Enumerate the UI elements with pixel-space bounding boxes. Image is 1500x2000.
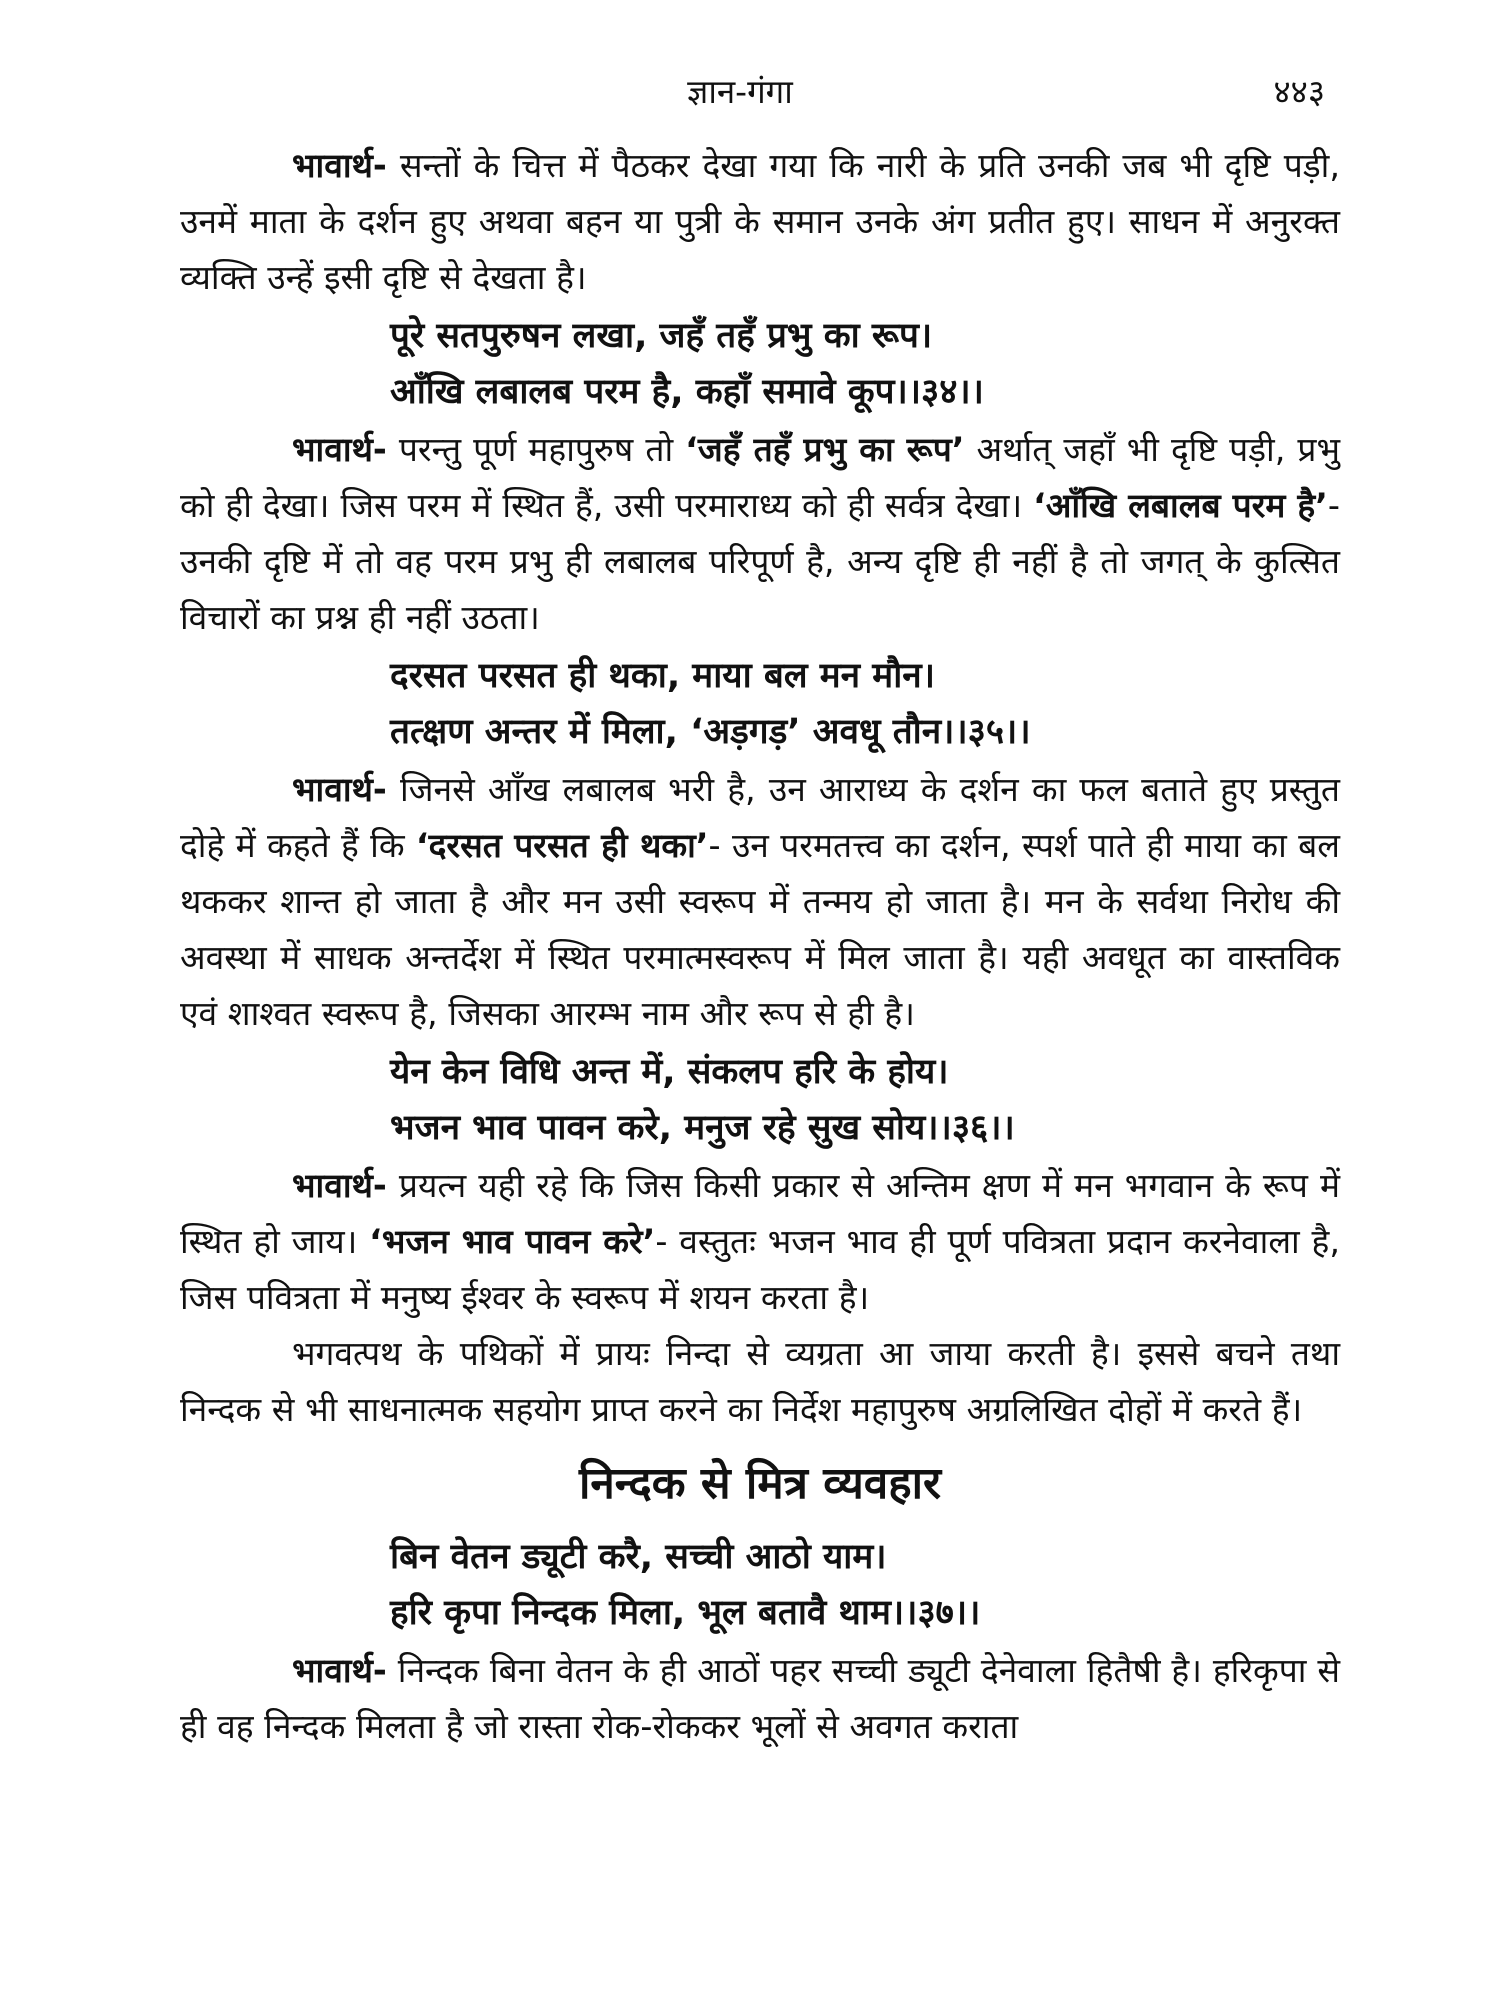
paragraph-text: - उनकी दृष्टि में तो वह परम प्रभु ही लबालब परिपूर्ण है, अन्य दृष्टि ही नहीं है तो जगत् के कुत्सित विचारों का प्रश्न ही नहीं उठता। — [180, 486, 1340, 637]
commentary-paragraph-1 — [180, 138, 1340, 306]
doha-line: आँखि लबालब परम है, कहाँ समावे कूप।।३४।। — [390, 372, 984, 412]
doha-36 — [180, 1045, 1340, 1155]
page-header — [0, 68, 1500, 118]
paragraph-text: अर्थात् जहाँ भी दृष्टि पड़ी, प्रभु को ही देखा। जिस परम में स्थित हैं, उसी परमाराध्य को ही सर्वत्र देखा। — [180, 430, 1341, 525]
running-title: ज्ञान-गंगा — [687, 72, 793, 111]
doha-line: पूरे सतपुरुषन लखा, जहँ तहँ प्रभु का रूप। — [390, 316, 933, 356]
doha-line: भजन भाव पावन करे, मनुज रहे सुख सोय।।३६।। — [390, 1108, 1015, 1148]
page-number: ४४३ — [1273, 72, 1325, 111]
section-heading: निन्दक से मित्र व्यवहार — [578, 1458, 942, 1509]
quoted-phrase: ‘दरसत परसत ही थका’ — [415, 826, 709, 865]
paragraph-text: जिनसे आँख लबालब भरी है, उन आराध्य के दर्शन का फल बताते हुए प्रस्तुत दोहे में कहते हैं कि — [180, 770, 1340, 865]
doha-34 — [180, 309, 1340, 419]
paragraph-text: - वस्तुतः भजन भाव ही पूर्ण पवित्रता प्रदान करनेवाला है, जिस पवित्रता में मनुष्य ईश्वर के स्वरूप में शयन करता है। — [180, 1222, 1340, 1317]
doha-37 — [180, 1530, 1340, 1640]
doha-line: बिन वेतन ड्यूटी करै, सच्ची आठो याम। — [390, 1537, 887, 1577]
doha-line: तत्क्षण अन्तर में मिला, ‘अड़गड़’ अवधू तौन।।३५।। — [390, 712, 1031, 752]
doha-line: दरसत परसत ही थका, माया बल मन मौन। — [390, 656, 935, 696]
quoted-phrase: ‘भजन भाव पावन करे’ — [369, 1222, 656, 1261]
paragraph-text: परन्तु पूर्ण महापुरुष तो — [386, 430, 686, 469]
commentary-paragraph-6 — [180, 1643, 1340, 1755]
bhavarth-label: भावार्थ- — [292, 146, 387, 185]
commentary-paragraph-5: भगवत्पथ के पथिकों में प्रायः निन्दा से व्यग्रता आ जाया करती है। इससे बचने तथा निन्दक से भी साधनात्मक सहयोग प्राप्त करने का निर्देश महापुरुष अग्रलिखित दोहों में करते हैं। — [180, 1334, 1340, 1429]
paragraph-text: - उन परमतत्त्व का दर्शन, स्पर्श पाते ही माया का बल थककर शान्त हो जाता है और मन उसी स्वरूप में तन्मय हो जाता है। मन के सर्वथा निरोध की अवस्था में साधक अन्तर्देश में स्थित परमात्मस्वरूप में मिल जाता है। यही अवधूत का वास्तविक एवं शाश्वत स्वरूप है, जिसका आरम्भ नाम और रूप से ही है। — [180, 826, 1340, 1033]
commentary-paragraph-2 — [180, 422, 1340, 646]
doha-line: येन केन विधि अन्त में, संकलप हरि के होय। — [390, 1052, 949, 1092]
page-body — [180, 138, 1340, 1755]
paragraph-text: प्रयत्न यही रहे कि जिस किसी प्रकार से अन्तिम क्षण में मन भगवान के रूप में स्थित हो जाय। — [180, 1166, 1340, 1261]
quoted-phrase: ‘जहँ तहँ प्रभु का रूप’ — [685, 430, 965, 469]
paragraph-text: सन्तों के चित्त में पैठकर देखा गया कि नारी के प्रति उनकी जब भी दृष्टि पड़ी, उनमें माता के दर्शन हुए अथवा बहन या पुत्री के समान उनके अंग प्रतीत हुए। साधन में अनुरक्त व्यक्ति उन्हें इसी दृष्टि से देखता है। — [180, 146, 1340, 297]
quoted-phrase: ‘आँखि लबालब परम है’ — [1033, 486, 1328, 525]
paragraph-text: निन्दक बिना वेतन के ही आठों पहर सच्ची ड्यूटी देनेवाला हितैषी है। हरिकृपा से ही वह निन्दक मिलता है जो रास्ता रोक-रोककर भूलों से अवगत कराता — [180, 1651, 1340, 1746]
doha-35 — [180, 649, 1340, 759]
bhavarth-label: भावार्थ- — [292, 770, 387, 809]
doha-line: हरि कृपा निन्दक मिला, भूल बतावै थाम।।३७।। — [390, 1593, 981, 1633]
commentary-paragraph-3 — [180, 762, 1340, 1042]
bhavarth-label: भावार्थ- — [292, 430, 387, 469]
bhavarth-label: भावार्थ- — [292, 1166, 387, 1205]
commentary-paragraph-4 — [180, 1158, 1340, 1326]
bhavarth-label: भावार्थ- — [292, 1651, 387, 1690]
